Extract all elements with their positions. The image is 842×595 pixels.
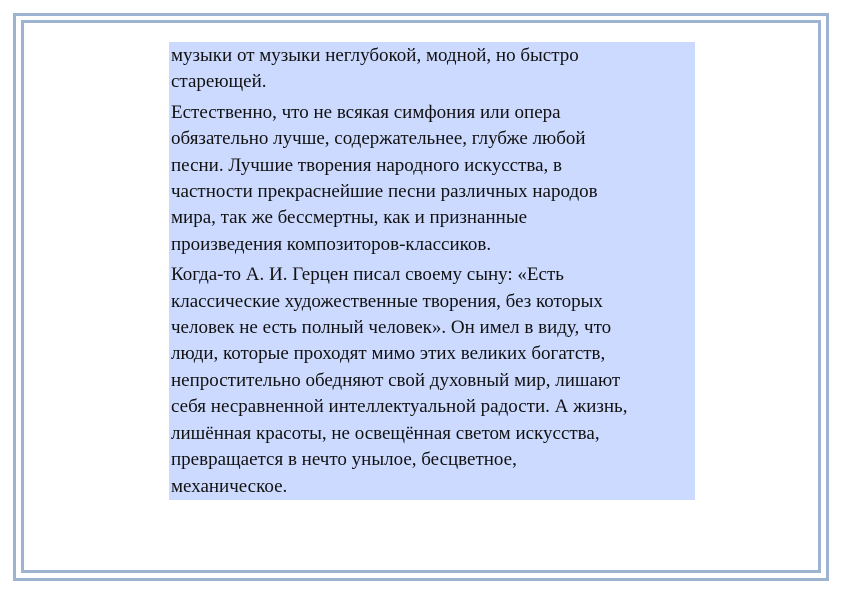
text-line: стареющей. (171, 71, 267, 93)
text-line: песни. Лучшие творения народного искусства, в (171, 154, 563, 176)
text-line: обязательно лучше, содержательнее, глубже любой (171, 128, 586, 150)
text-line: Когда-то А. И. Герцен писал своему сыну: «Есть (171, 264, 564, 286)
paragraph-2 (171, 100, 695, 258)
text-line: Естественно, что не всякая симфония или опера (171, 101, 561, 123)
text-line: люди, которые проходят мимо этих великих богатств, (171, 343, 606, 365)
text-line: лишённая красоты, не освещённая светом искусства, (171, 422, 600, 444)
text-line: мира, так же бессмертны, как и признанные (171, 207, 528, 229)
text-line: произведения композиторов-классиков. (171, 233, 492, 255)
text-line: непростительно обедняют свой духовный мир, лишают (171, 369, 621, 391)
text-line: классические художественные творения, без которых (171, 290, 603, 312)
paragraph-3 (171, 262, 695, 500)
text-line: себя несравненной интеллектуальной радости. А жизнь, (171, 396, 628, 418)
paragraph-1 (171, 43, 695, 96)
text-line: превращается в нечто унылое, бесцветное, (171, 449, 517, 471)
text-block (169, 42, 695, 500)
text-line: человек не есть полный человек». Он имел в виду, что (171, 317, 612, 339)
text-line: частности прекраснейшие песни различных народов (171, 181, 598, 203)
text-line: механическое. (171, 475, 288, 497)
text-line: музыки от музыки неглубокой, модной, но быстро (171, 45, 579, 66)
